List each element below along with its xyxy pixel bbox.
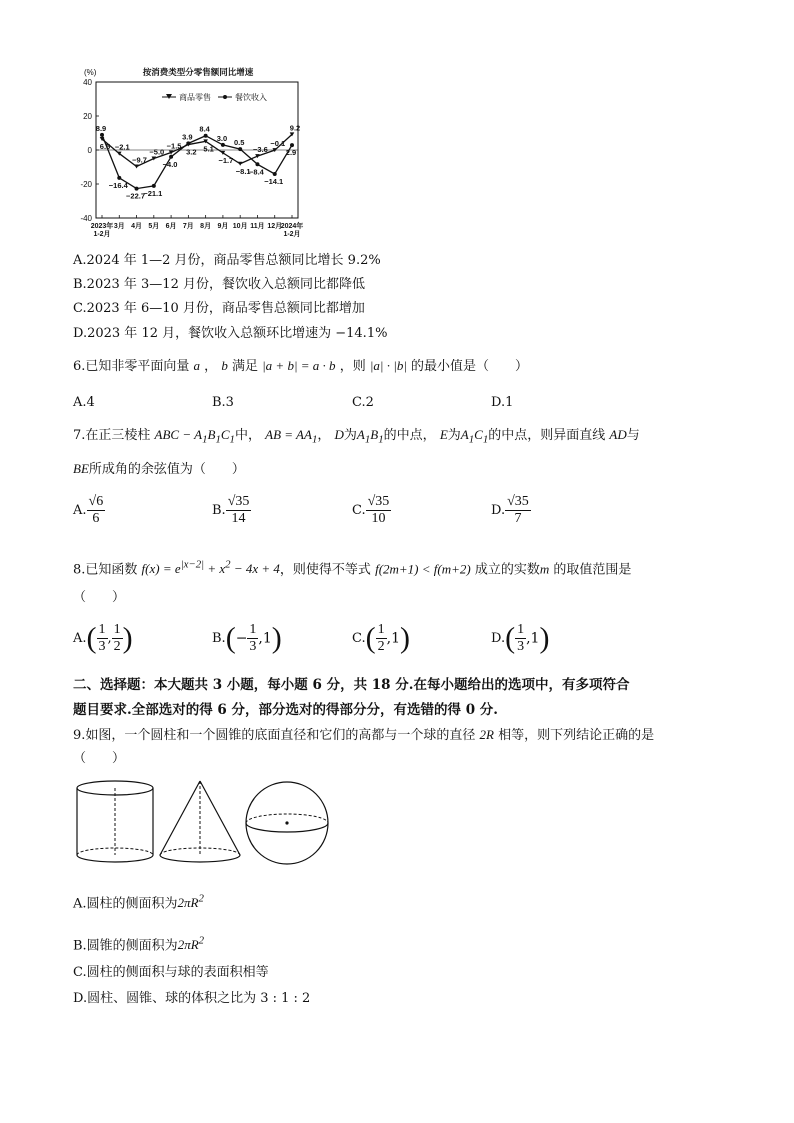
- section2-heading-line1: 二、选择题：本大题共 3 小题，每小题 6 分，共 18 分.在每小题给出的选项中，有多项符合: [73, 677, 630, 693]
- catering-point: [186, 141, 190, 145]
- catering-point: [273, 172, 277, 176]
- q7-option-b: B. $\frac{√35}{14}$: [212, 494, 250, 526]
- y-tick-label: -40: [80, 214, 92, 223]
- q9-option-b: B.圆锥的侧面积为$2\pi R^2$: [73, 935, 205, 954]
- q7-option-c: C. $\frac{√35}{10}$: [352, 494, 390, 526]
- q6-option-b: B.3: [212, 395, 234, 410]
- data-label: −2.1: [114, 142, 130, 152]
- sphere-figure: [246, 782, 328, 864]
- data-label: 8.9: [95, 123, 107, 133]
- q7-option-a: A. $\frac{√6}{6}$: [73, 494, 104, 526]
- legend-dot-icon: [223, 95, 227, 99]
- data-label: −3.6: [253, 145, 268, 155]
- x-tick-label: 10月: [232, 223, 248, 230]
- data-label: 6.5: [99, 141, 111, 151]
- data-label: −1.5: [166, 141, 182, 151]
- data-label: −0.1: [270, 139, 286, 149]
- q7-option-d: D. $\frac{√35}{7}$: [491, 494, 529, 526]
- catering-point: [152, 184, 156, 188]
- catering-point: [221, 143, 225, 147]
- q6-option-a: A.4: [73, 395, 95, 410]
- q8-option-d: D.( $\frac{1}{3}$ ,1): [491, 621, 550, 655]
- cylinder-figure: [77, 781, 153, 862]
- legend-catering: 餐饮收入: [235, 93, 267, 102]
- section2-heading-line2: 题目要求.全部选对的得 6 分，部分选对的得部分分，有选错的得 0 分.: [73, 702, 498, 718]
- q9-option-c: C.圆柱的侧面积与球的表面积相等: [73, 965, 269, 980]
- catering-point: [204, 134, 208, 138]
- catering-point: [135, 187, 139, 191]
- x-tick-label: 5月: [148, 223, 160, 230]
- data-label: −8.1: [235, 166, 251, 176]
- q6-prefix: 6.已知非零平面向量: [73, 359, 190, 374]
- y-tick-label: -20: [80, 180, 92, 189]
- q6-option-c: C.2: [352, 395, 374, 410]
- retail-point: [238, 162, 243, 166]
- x-tick-label: 4月: [131, 223, 142, 230]
- data-label: −16.4: [108, 180, 128, 190]
- data-label: −9.7: [132, 155, 147, 165]
- x-tick-label: 3月: [113, 223, 125, 230]
- x-tick-label: 12月: [267, 223, 283, 230]
- q6-suffix: 的最小值是（ ）: [411, 359, 529, 374]
- q6-mid2: ，则: [339, 359, 366, 374]
- q6-mid1: 满足: [231, 359, 258, 374]
- q6-stem: 6.已知非零平面向量 a ， b 满足 |a + b| = a · b ，则 |a| · |b| 的最小值是（ ）: [73, 358, 529, 374]
- q8-option-a: A.( $\frac{1}{3}$ , $\frac{1}{2}$ ): [73, 621, 133, 655]
- q7-stem-line2: BE所成角的余弦值为（ ）: [73, 461, 245, 477]
- q8-stem-line2: （ ）: [73, 590, 126, 605]
- data-label: 9.2: [289, 123, 301, 133]
- q5-option-c: C.2023 年 6—10 月份，商品零售总额同比都增加: [73, 301, 365, 316]
- q9-stem-line2: （ ）: [73, 751, 126, 766]
- y-tick-label: 40: [83, 78, 92, 87]
- data-label: 3.9: [182, 132, 193, 142]
- data-label: −8.4: [249, 167, 264, 177]
- data-label: −4.0: [162, 159, 178, 169]
- x-tick-label: 2024年: [280, 223, 304, 230]
- q8-option-b: B.(− $\frac{1}{3}$ ,1): [212, 621, 282, 655]
- q5-option-d: D.2023 年 12 月，餐饮收入总额环比增速为 −14.1%: [73, 326, 388, 341]
- q7-stem-line1: 7.在正三棱柱 ABC − $A_1B_1C_1$中， AB = $AA_1$， D为$A_1B_1$的中点， E为$A_1C_1$的中点，则异面直线 AD与: [73, 427, 640, 446]
- catering-point: [238, 147, 242, 151]
- catering-point: [169, 155, 173, 159]
- retail-point: [134, 164, 139, 168]
- q5-option-a: A.2024 年 1—2 月份，商品零售总额同比增长 9.2%: [73, 253, 381, 268]
- data-label: −14.1: [264, 176, 284, 186]
- x-tick-label: 1-2月: [283, 231, 301, 238]
- q9-option-a: A.圆柱的侧面积为$2\pi R^2$: [73, 893, 204, 912]
- chart-unit: (%): [84, 68, 97, 77]
- catering-point: [290, 143, 294, 147]
- data-label: 5.1: [203, 144, 214, 154]
- data-label: −1.7: [218, 155, 234, 165]
- data-label: 3.0: [216, 133, 228, 143]
- x-tick-label: 6月: [165, 223, 177, 230]
- q9-figures: [70, 775, 340, 870]
- x-tick-label: 8月: [200, 223, 212, 230]
- chart-legend: [162, 92, 267, 102]
- x-tick-label: 11月: [250, 223, 265, 230]
- data-label: 0.5: [233, 138, 245, 148]
- y-tick-label: 0: [87, 146, 92, 155]
- data-label: 3.2: [186, 147, 197, 157]
- data-label: −21.1: [143, 188, 163, 198]
- x-tick-label: 2023年: [90, 223, 114, 230]
- q9-stem-line1: 9.如图，一个圆柱和一个圆锥的底面直径和它们的高都与一个球的直径 2R 相等，则下列结论正确的是: [73, 727, 655, 743]
- y-tick-label: 20: [83, 112, 92, 121]
- data-label: −22.7: [126, 191, 146, 201]
- data-label: −5.0: [149, 147, 165, 157]
- x-tick-label: 9月: [217, 223, 229, 230]
- data-label: 2.9: [285, 148, 297, 158]
- catering-point: [100, 133, 104, 137]
- catering-point: [255, 162, 259, 166]
- catering-point: [117, 176, 121, 180]
- x-tick-label: 7月: [182, 223, 194, 230]
- cone-figure: [160, 781, 240, 862]
- q8-stem-line1: 8.已知函数 $f(x) = e^{|x-2|} + x^2 - 4x + 4$，则使得不等式 f(2m+1) < f(m+2) 成立的实数m 的取值范围是: [73, 559, 632, 578]
- data-label: 8.4: [199, 124, 210, 134]
- retail-growth-chart: [58, 60, 318, 250]
- chart-title: 按消费类型分零售额同比增速: [142, 67, 254, 77]
- q6-option-d: D.1: [491, 395, 514, 410]
- legend-retail: 商品零售: [179, 93, 211, 102]
- q8-option-c: C.( $\frac{1}{2}$ ,1): [352, 621, 410, 655]
- q5-option-b: B.2023 年 3—12 月份，餐饮收入总额同比都降低: [73, 277, 365, 292]
- q9-option-d: D.圆柱、圆锥、球的体积之比为 3 : 1 : 2: [73, 991, 311, 1006]
- x-tick-label: 1-2月: [93, 231, 111, 238]
